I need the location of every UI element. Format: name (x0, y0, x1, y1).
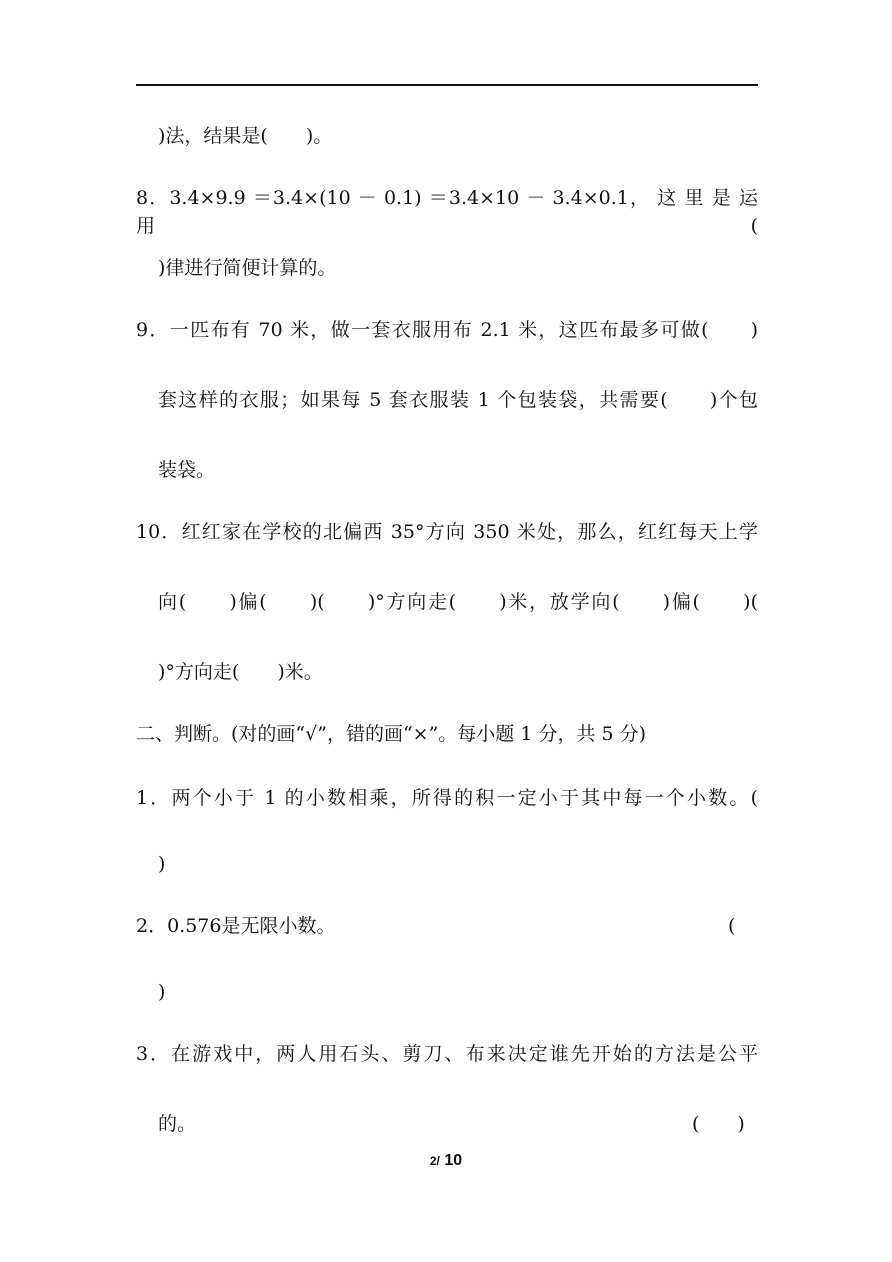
text-line: 的。 (158, 1113, 197, 1135)
text-line: ) (158, 853, 166, 875)
question-10: 10．红红家在学校的北偏西 35°方向 350 米处，那么，红红每天上学 (136, 521, 758, 543)
text-line: 套这样的衣服；如果每 5 套衣服装 1 个包装袋，共需要( )个包 (158, 389, 758, 411)
header-rule (136, 84, 758, 86)
judgment-2: 2．0.576是无限小数。 (136, 915, 336, 937)
text-line: )°方向走( )米。 (158, 661, 323, 683)
answer-bracket: ( ) (692, 1113, 745, 1135)
page-number (0, 1152, 892, 1170)
section-title-judgment: 二、判断。(对的画“√”，错的画“×”。每小题 1 分，共 5 分) (136, 723, 647, 745)
text-line: 装袋。 (158, 459, 216, 481)
question-9: 9．一匹布有 70 米，做一套衣服用布 2.1 米，这匹布最多可做( ) (136, 319, 758, 341)
text-line: 向( )偏( )( )°方向走( )米，放学向( )偏( )( (158, 591, 758, 613)
judgment-3: 3．在游戏中，两人用石头、剪刀、布来决定谁先开始的方法是公平 (136, 1043, 758, 1065)
answer-bracket: ( (728, 915, 736, 937)
page-total: 10 (444, 1152, 463, 1169)
text-line: )律进行简便计算的。 (158, 257, 337, 279)
judgment-1: 1．两个小于 1 的小数相乘，所得的积一定小于其中每一个小数。( (136, 787, 758, 809)
text-line: ) (158, 981, 166, 1003)
question-8: 8．3.4×9.9 ＝3.4×(10 － 0.1) ＝3.4×10 － 3.4×0.1， 这 里 是 运 用( (136, 187, 758, 237)
text-line: )法，结果是( )。 (158, 125, 333, 147)
page-current: 2/ (429, 1154, 440, 1168)
